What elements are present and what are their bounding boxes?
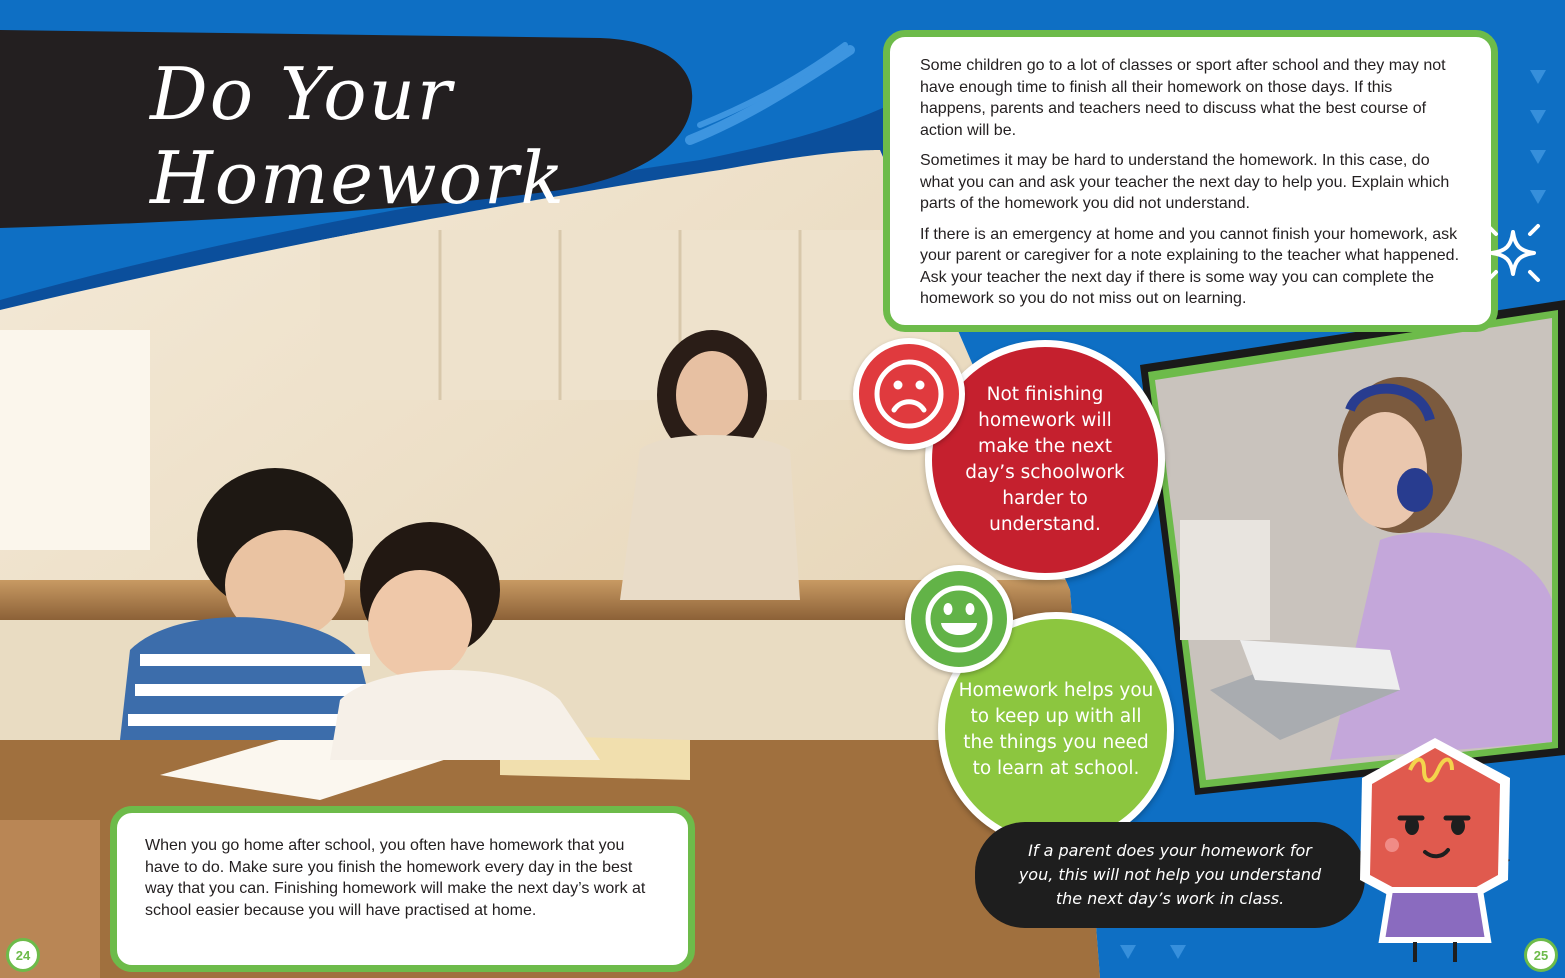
page-number-right: 25 — [1524, 938, 1558, 972]
main-text-box — [110, 806, 695, 972]
speech-text: If a parent does your homework for you, this will not help you understand the next day’s work in class. — [1018, 841, 1322, 908]
intro-text-box — [883, 30, 1498, 332]
sparkle-star-icon — [1478, 218, 1548, 288]
page-number-left: 24 — [6, 938, 40, 972]
page-title — [150, 52, 570, 220]
title-line-1: Do Your — [150, 52, 454, 136]
happy-face-icon — [905, 565, 1013, 673]
paragraph-3: If there is an emergency at home and you cannot finish your homework, ask your parent or caregiver for a note explaining to the teacher what happened. Ask your teacher the next day if there is some way you can complete the homework so you do not miss out on learning. — [920, 225, 1460, 307]
paragraph-2: Sometimes it may be hard to understand the homework. In this case, do what you can and ask your teacher the next day to help you. Explain which parts of the homework you did not understand. — [920, 152, 1450, 212]
mascot-character — [1340, 730, 1530, 970]
speech-bubble — [975, 822, 1365, 928]
title-line-2: Homework — [150, 136, 567, 220]
paragraph-1: Some children go to a lot of classes or sport after school and they may not have enough time to finish all their homework on those days. If this happens, parents and teachers need to discuss what the best course of action will be. — [920, 57, 1446, 139]
benefit-text: Homework helps you to keep up with all the things you need to learn at school. — [958, 680, 1154, 779]
sad-face-icon — [853, 338, 965, 450]
main-paragraph: When you go home after school, you often have homework that you have to do. Make sure you finish the homework every day in the best way that you can. Finishing homework will make the next day’s work at school easier because you will have practised at home. — [145, 837, 646, 919]
warning-text: Not finishing homework will make the next day’s schoolwork harder to understand. — [965, 384, 1125, 535]
